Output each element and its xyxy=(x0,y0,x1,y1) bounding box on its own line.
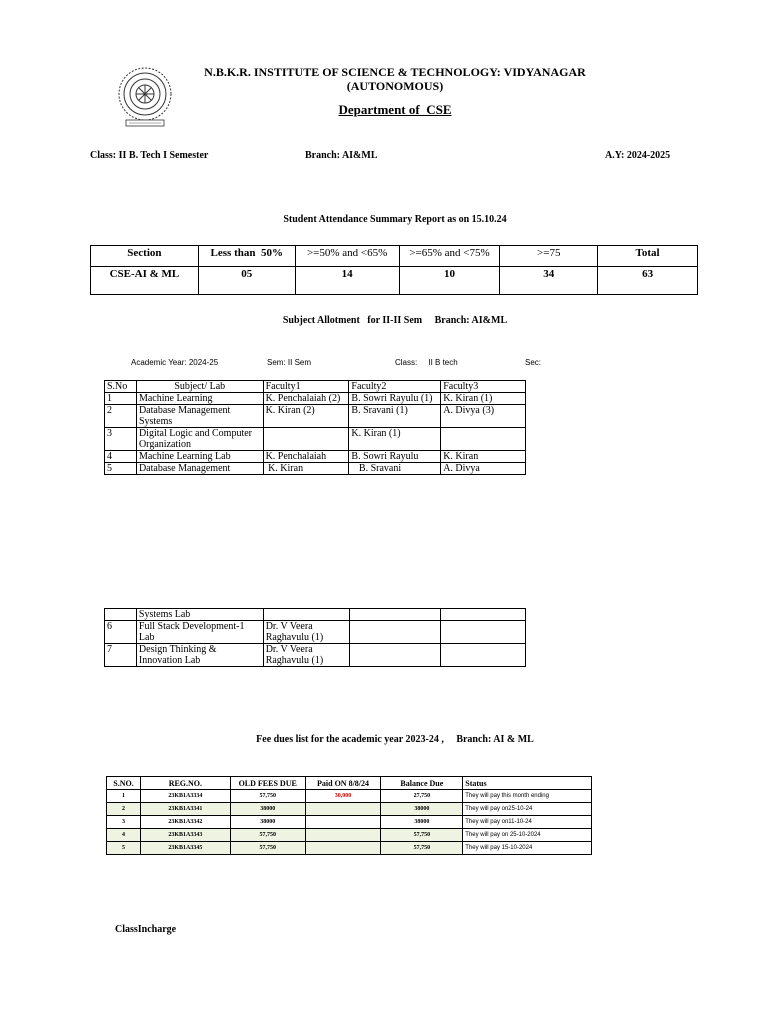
table-cell: B. Sowri Rayulu (1) xyxy=(349,393,441,405)
table-cell: Design Thinking & Innovation Lab xyxy=(136,644,263,667)
table-header-cell: S.NO. xyxy=(107,777,141,790)
sem-info: Sem: II Sem xyxy=(267,358,312,367)
table-cell: 63 xyxy=(598,267,698,295)
attendance-title: Student Attendance Summary Report as on 15.10.24 xyxy=(283,214,507,225)
table-cell: 14 xyxy=(295,267,399,295)
table-cell: 57,750 xyxy=(230,842,305,855)
table-cell: They will pay on11-10-24 xyxy=(463,816,592,829)
table-cell: B. Sravani xyxy=(349,463,441,475)
table-cell: 57,750 xyxy=(230,790,305,803)
table-cell: 38000 xyxy=(381,816,463,829)
table-cell: Machine Learning Lab xyxy=(136,451,263,463)
table-row xyxy=(105,405,526,428)
class-label: Class: II B. Tech I Semester xyxy=(90,150,209,161)
table-cell: 05 xyxy=(198,267,295,295)
table-header-cell: Faculty2 xyxy=(349,381,441,393)
table-cell: 23KB1A3345 xyxy=(140,842,230,855)
table-cell: Dr. V Veera Raghavulu (1) xyxy=(263,644,349,667)
table-cell: K. Penchalaiah xyxy=(263,451,349,463)
table-cell: A. Divya (3) xyxy=(441,405,526,428)
subject-allotment-title: Subject Allotment for II-II Sem Branch: AI&ML xyxy=(282,315,508,326)
academic-year-label: A.Y: 2024-2025 xyxy=(605,150,671,161)
table-row xyxy=(105,609,526,621)
class-info: Class: II B tech xyxy=(395,358,458,367)
fee-dues-title: Fee dues list for the academic year 2023-24 , Branch: AI & ML xyxy=(256,734,534,745)
table-cell: 2 xyxy=(105,405,137,428)
branch-label: Branch: AI&ML xyxy=(305,150,378,161)
table-header-cell: Balance Due xyxy=(381,777,463,790)
table-cell: Database Management xyxy=(136,463,263,475)
table-header-cell: Faculty1 xyxy=(263,381,349,393)
table-cell: They will pay this month ending xyxy=(463,790,592,803)
table-row xyxy=(105,463,526,475)
table-row xyxy=(105,621,526,644)
table-cell: Systems Lab xyxy=(136,609,263,621)
table-cell: 4 xyxy=(105,451,137,463)
table-row xyxy=(107,816,592,829)
table-cell xyxy=(305,842,381,855)
table-cell: K. Penchalaiah (2) xyxy=(263,393,349,405)
table-cell xyxy=(105,609,137,621)
table-cell: Full Stack Development-1 Lab xyxy=(136,621,263,644)
table-cell xyxy=(441,644,526,667)
table-header-cell: Total xyxy=(598,246,698,267)
table-cell: They will pay on 25-10-2024 xyxy=(463,829,592,842)
table-cell xyxy=(349,609,441,621)
table-cell: 38000 xyxy=(230,816,305,829)
table-header-cell: Subject/ Lab xyxy=(136,381,263,393)
table-header-cell: >=65% and <75% xyxy=(399,246,500,267)
table-cell: 23KB1A3343 xyxy=(140,829,230,842)
class-incharge-label: ClassIncharge xyxy=(115,924,177,935)
table-cell: 38000 xyxy=(381,803,463,816)
institute-name: N.B.K.R. INSTITUTE OF SCIENCE & TECHNOLOGY: VIDYANAGAR xyxy=(204,65,586,79)
table-cell: 30,000 xyxy=(305,790,381,803)
table-cell: 34 xyxy=(500,267,598,295)
table-cell: 57,750 xyxy=(381,829,463,842)
table-row xyxy=(105,428,526,451)
table-row xyxy=(107,790,592,803)
table-cell: 3 xyxy=(107,816,141,829)
table-cell xyxy=(441,609,526,621)
table-header-row xyxy=(107,777,592,790)
table-cell xyxy=(263,428,349,451)
table-cell: K. Kiran xyxy=(441,451,526,463)
table-cell: K. Kiran (1) xyxy=(349,428,441,451)
table-header-cell: >=50% and <65% xyxy=(295,246,399,267)
table-cell xyxy=(349,644,441,667)
table-header-cell: Paid ON 8/8/24 xyxy=(305,777,381,790)
table-cell: K. Kiran (1) xyxy=(441,393,526,405)
table-cell xyxy=(441,428,526,451)
table-cell: Machine Learning xyxy=(136,393,263,405)
table-cell xyxy=(349,621,441,644)
table-row xyxy=(107,842,592,855)
table-header-cell: S.No xyxy=(105,381,137,393)
table-cell: 27,750 xyxy=(381,790,463,803)
attendance-header-row xyxy=(91,246,698,267)
table-cell: CSE-AI & ML xyxy=(91,267,199,295)
table-cell: 57,750 xyxy=(381,842,463,855)
table-cell xyxy=(305,816,381,829)
table-cell xyxy=(305,829,381,842)
academic-year-info: Academic Year: 2024-25 xyxy=(131,358,219,367)
table-row xyxy=(91,267,698,295)
table-cell: They will pay 15-10-2024 xyxy=(463,842,592,855)
fee-dues-table xyxy=(106,776,592,855)
table-cell: 6 xyxy=(105,621,137,644)
table-header-cell: Section xyxy=(91,246,199,267)
table-cell: 5 xyxy=(105,463,137,475)
table-row xyxy=(107,803,592,816)
table-header-cell: Status xyxy=(463,777,592,790)
sec-info: Sec: xyxy=(525,358,542,367)
table-cell: 23KB1A3341 xyxy=(140,803,230,816)
table-cell: B. Sowri Rayulu xyxy=(349,451,441,463)
table-cell: 23KB1A3334 xyxy=(140,790,230,803)
autonomous-label: (AUTONOMOUS) xyxy=(346,79,444,93)
table-cell: 2 xyxy=(107,803,141,816)
table-cell xyxy=(441,621,526,644)
table-cell: B. Sravani (1) xyxy=(349,405,441,428)
attendance-table xyxy=(90,245,698,295)
table-cell: 57,750 xyxy=(230,829,305,842)
table-cell: K. Kiran (2) xyxy=(263,405,349,428)
table-cell: 10 xyxy=(399,267,500,295)
table-cell: K. Kiran xyxy=(263,463,349,475)
table-cell: 1 xyxy=(105,393,137,405)
table-cell: Digital Logic and Computer Organization xyxy=(136,428,263,451)
table-cell: 38000 xyxy=(230,803,305,816)
table-cell: 7 xyxy=(105,644,137,667)
table-row xyxy=(105,393,526,405)
department-title: Department of CSE xyxy=(338,102,452,117)
table-cell: 3 xyxy=(105,428,137,451)
table-row xyxy=(107,829,592,842)
table-cell: 1 xyxy=(107,790,141,803)
table-cell: 4 xyxy=(107,829,141,842)
table-row xyxy=(105,644,526,667)
table-cell: They will pay on25-10-24 xyxy=(463,803,592,816)
table-header-cell: REG.NO. xyxy=(140,777,230,790)
table-header-cell: OLD FEES DUE xyxy=(230,777,305,790)
table-cell xyxy=(263,609,349,621)
table-cell: A. Divya xyxy=(441,463,526,475)
subject-allotment-table xyxy=(104,380,526,475)
table-header-cell: Faculty3 xyxy=(441,381,526,393)
table-cell: 23KB1A3342 xyxy=(140,816,230,829)
table-cell: Database Management Systems xyxy=(136,405,263,428)
table-header-cell: Less than 50% xyxy=(198,246,295,267)
table-cell: Dr. V Veera Raghavulu (1) xyxy=(263,621,349,644)
table-header-cell: >=75 xyxy=(500,246,598,267)
subject-allotment-table-continued xyxy=(104,608,526,667)
table-row xyxy=(105,451,526,463)
table-header-row xyxy=(105,381,526,393)
table-cell: 5 xyxy=(107,842,141,855)
table-cell xyxy=(305,803,381,816)
